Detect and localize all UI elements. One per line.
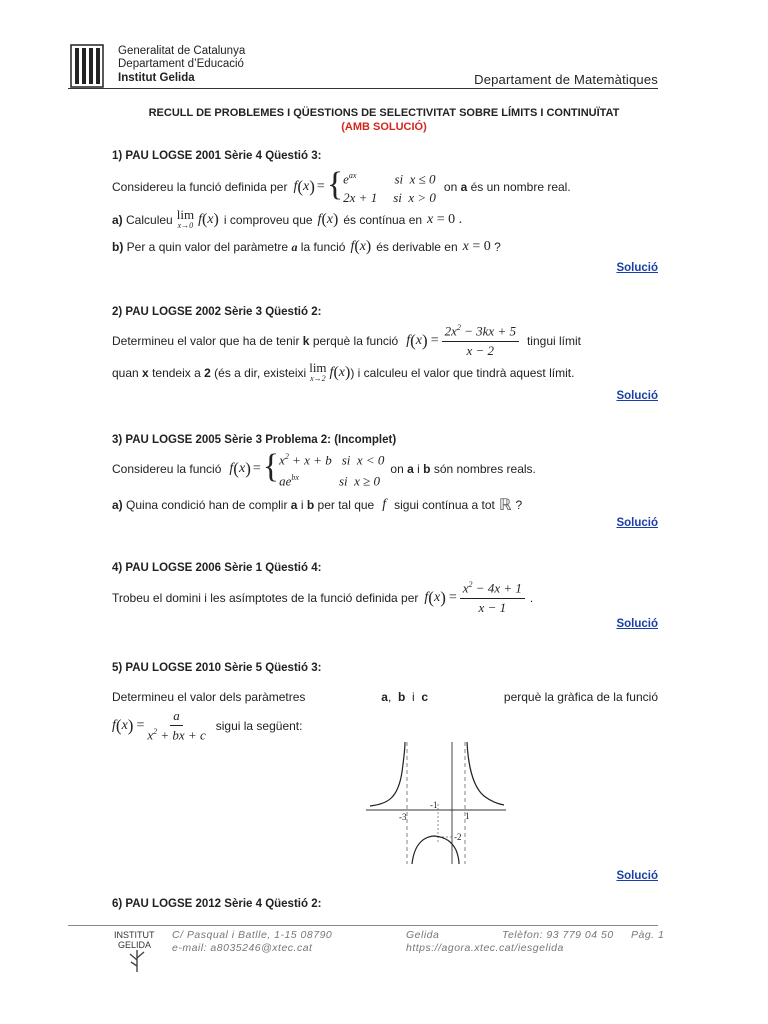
q1-text-post: on a és un nombre real.: [443, 180, 571, 194]
solution-link-2[interactable]: Solució: [616, 390, 658, 402]
header-line2: Departament d’Educació: [118, 58, 244, 70]
header-divider: [68, 88, 658, 89]
q3-piecewise: $x^2 + x + b$ si x < 0 $ae^{bx}$ si x ≥ 0: [279, 451, 385, 489]
department-name: Departament de Matemàtiques: [474, 72, 658, 87]
question-2-heading: 2) PAU LOGSE 2002 Sèrie 3 Qüestió 2:: [112, 306, 322, 318]
curve-left-branch: [370, 742, 405, 806]
footer-divider: [68, 925, 658, 926]
solution-link-1[interactable]: Solució: [616, 262, 658, 274]
q4-fraction: $\frac{x^2 - 4x + 1}{x - 1}$: [460, 580, 525, 615]
generalitat-logo: [70, 44, 104, 88]
q1-text-pre: Considereu la funció definida per: [112, 180, 288, 194]
question-2-line1: Determineu el valor que ha de tenir k perquè la funció f ( x ) = $\frac{2x^2 - 3kx + 5}{x - 2}$ tingui límit: [112, 323, 581, 358]
question-5-line2: f ( x ) = $\frac{a}{x^2 + bx + c}$ sigui la següent:: [112, 708, 303, 743]
q3-text-post: on a i b són nombres reals.: [390, 462, 536, 476]
graph-label-minus3: -3: [399, 812, 407, 822]
q1-limit: lim x→0: [176, 207, 195, 230]
graph-label-1: 1: [465, 811, 470, 821]
question-5-heading: 5) PAU LOGSE 2010 Sèrie 5 Qüestió 3:: [112, 662, 322, 674]
question-4-statement: Trobeu el domini i les asímptotes de la funció definida per f ( x ) = $\frac{x^2 - 4x + 1}{x - 1}$ .: [112, 580, 534, 615]
curve-right-branch: [467, 742, 504, 805]
page-title: RECULL DE PROBLEMES I QÜESTIONS DE SELECTIVITAT SOBRE LÍMITS I CONTINUÏTAT: [148, 107, 620, 119]
question-3-statement: Considereu la funció f ( x ) = { $x^2 + x + b$ si x < 0 $ae^{bx}$ si x ≥ 0 on a i b són nombres reals.: [112, 448, 536, 489]
graph-label-minus2: -2: [454, 832, 462, 842]
institut-gelida-logo: [112, 928, 162, 974]
logo-text-2: GELIDA: [118, 940, 152, 950]
footer-phone: Telèfon: 93 779 04 50: [502, 929, 614, 941]
q1-piecewise: $e^{ax}$ si x ≤ 0 2x + 1 si x > 0: [343, 171, 436, 205]
q5-fraction: $\frac{a}{x^2 + bx + c}$: [147, 708, 206, 743]
graph-label-minus1: -1: [430, 800, 438, 810]
footer-town: Gelida: [406, 929, 440, 941]
footer-website[interactable]: https://agora.xtec.cat/iesgelida: [406, 942, 564, 954]
q1-fx: f: [293, 179, 298, 194]
school-name: Institut Gelida: [118, 72, 195, 84]
question-4-heading: 4) PAU LOGSE 2006 Sèrie 1 Qüestió 4:: [112, 562, 322, 574]
q2-fraction: $\frac{2x^2 - 3kx + 5}{x - 2}$: [442, 323, 519, 358]
footer-page: Pàg. 1: [631, 929, 665, 941]
solution-link-5[interactable]: Solució: [616, 870, 658, 882]
solution-link-3[interactable]: Solució: [616, 517, 658, 529]
question-2-line2: quan x tendeix a 2 (és a dir, existeixi lim x→2 f ( x ) ) i calculeu el valor que tindrà aquest límit.: [112, 360, 575, 383]
solution-link-4[interactable]: Solució: [616, 618, 658, 630]
footer-address: C/ Pasqual i Batlle, 1-15 08790: [172, 929, 333, 941]
question-1-part-b: b) Per a quin valor del paràmetre a la funció f ( x ) és derivable en x = 0 ?: [112, 238, 501, 255]
header-line1: Generalitat de Catalunya: [118, 45, 246, 57]
question-6-heading: 6) PAU LOGSE 2012 Sèrie 4 Qüestió 2:: [112, 898, 322, 910]
question-5-graph: [366, 742, 506, 864]
q2-limit: lim x→2: [309, 360, 327, 383]
question-1-statement: Considereu la funció definida per f ( x ) = { $e^{ax}$ si x ≤ 0 2x + 1 si x > 0 on a és un nombre real.: [112, 166, 571, 205]
footer-email[interactable]: e-mail: a8035246@xtec.cat: [172, 942, 313, 954]
question-1-heading: 1) PAU LOGSE 2001 Sèrie 4 Qüestió 3:: [112, 150, 322, 162]
question-3-heading: 3) PAU LOGSE 2005 Sèrie 3 Problema 2: (Incomplet): [112, 434, 397, 446]
question-3-part-a: a) Quina condició han de complir a i b per tal que f sigui contínua a tot ℝ ?: [112, 497, 523, 514]
question-5-line1: Determineu el valor dels paràmetres a, b i c perquè la gràfica de la funció: [112, 690, 658, 704]
page-subtitle: (AMB SOLUCIÓ): [341, 121, 427, 133]
logo-text-1: INSTITUT: [114, 930, 155, 940]
question-1-part-a: a) Calculeu lim x→0 f ( x ) i comproveu que f ( x ) és contínua en x = 0 .: [112, 207, 463, 230]
